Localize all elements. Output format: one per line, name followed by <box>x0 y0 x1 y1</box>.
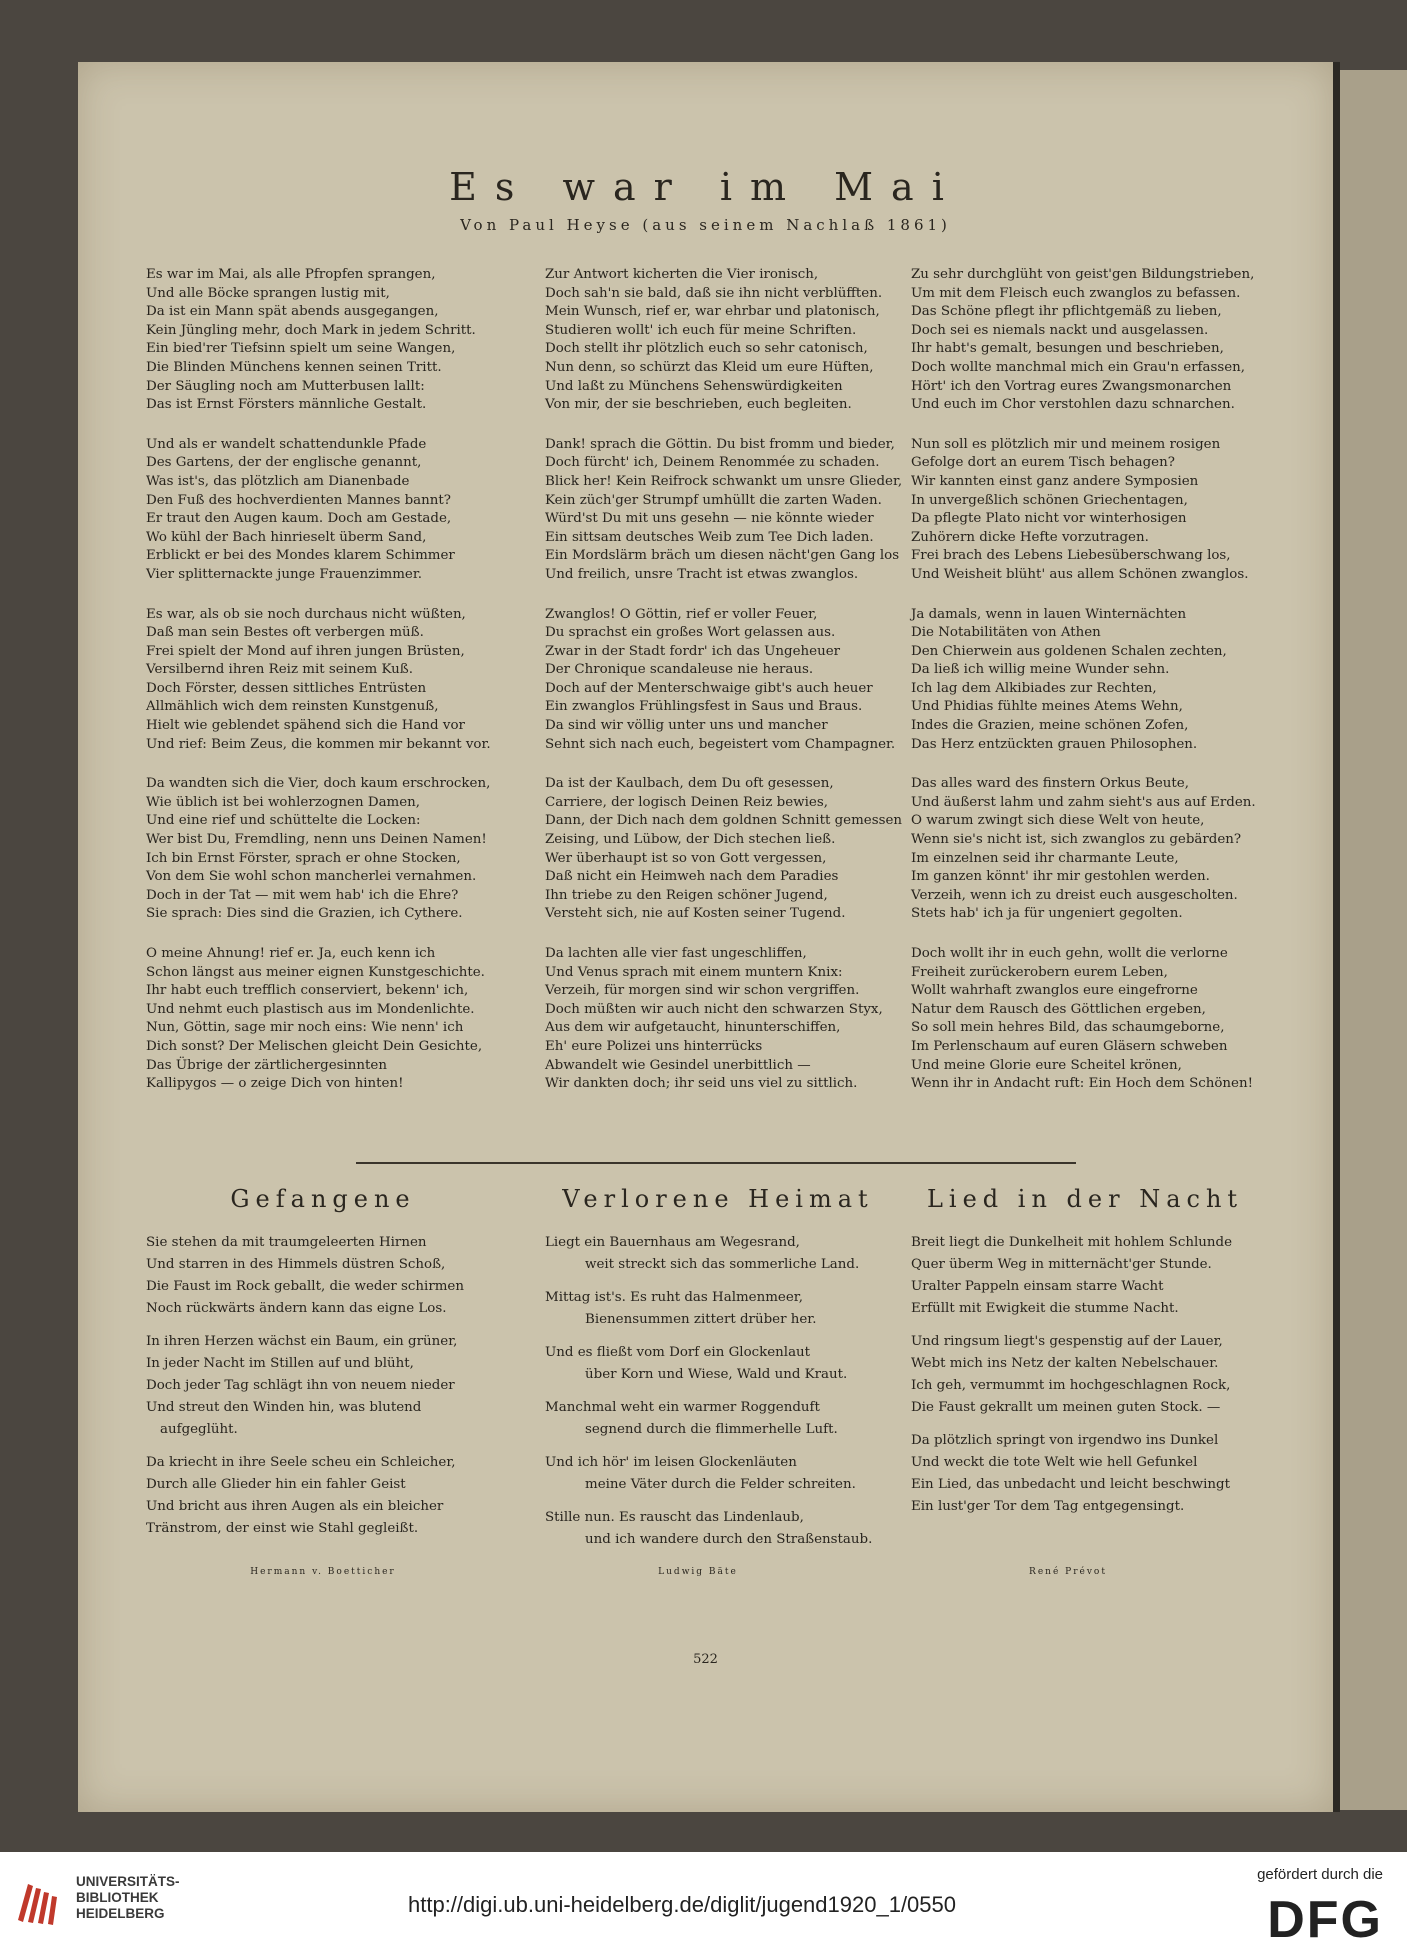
stanza <box>146 606 496 755</box>
verse-line: Eh' eure Polizei uns hinterrücks <box>545 1038 763 1054</box>
verse-line: Und es fließt vom Dorf ein Glockenlaut <box>545 1345 811 1360</box>
verse-line: Doch müßten wir auch nicht den schwarzen Styx, <box>545 1001 883 1017</box>
verse-line: Da pflegte Plato nicht vor winterhosigen <box>911 511 1187 527</box>
verse-line: Mein Wunsch, rief er, war ehrbar und platonisch, <box>545 304 880 320</box>
verse-line: Doch Förster, dessen sittliches Entrüsten <box>146 680 427 696</box>
verse-line: So soll mein hehres Bild, das schaumgeborne, <box>911 1020 1225 1036</box>
verse-line: Ein bied'rer Tiefsinn spielt um seine Wangen, <box>146 341 456 357</box>
verse-line: Webt mich ins Netz der kalten Nebelschauer. <box>911 1356 1219 1371</box>
stanza <box>545 606 895 755</box>
verse-line: Wenn sie's nicht ist, sich zwanglos zu gebärden? <box>911 832 1242 848</box>
verse-line: Erfüllt mit Ewigkeit die stumme Nacht. <box>911 1301 1179 1316</box>
verse-line: Würd'st Du mit uns gesehn — nie könnte wieder <box>545 511 874 527</box>
verse-line: Ein lust'ger Tor dem Tag entgegensingt. <box>911 1499 1185 1514</box>
stanza <box>146 436 496 585</box>
verse-line: Er traut den Augen kaum. Doch am Gestade, <box>146 511 452 527</box>
verse-line: Es war im Mai, als alle Pfropfen sprangen, <box>146 267 436 282</box>
verse-line: Dank! sprach die Göttin. Du bist fromm und bieder, <box>545 436 895 452</box>
stanza <box>911 945 1261 1094</box>
verse-line: Sie stehen da mit traumgeleerten Hirnen <box>146 1235 427 1250</box>
verse-line: Tränstrom, der einst wie Stahl gegleißt. <box>146 1521 419 1536</box>
verse-line: Und Weisheit blüht' aus allem Schönen zwanglos. <box>911 566 1249 582</box>
verse-line: Den Fuß des hochverdienten Mannes bannt? <box>146 492 451 508</box>
verse-line: Nun soll es plötzlich mir und meinem rosigen <box>911 436 1221 452</box>
verse-line: In jeder Nacht im Stillen auf und blüht, <box>146 1356 414 1371</box>
verse-line: Die Faust gekrallt um meinen guten Stock. — <box>911 1400 1221 1415</box>
verse-line: Stets hab' ich ja für ungeniert gegolten. <box>911 906 1183 922</box>
verse-line: Von dem Sie wohl schon mancherlei vernahmen. <box>146 869 477 885</box>
university-library-logo-icon <box>14 1876 66 1928</box>
verse-line: Allmählich wich dem reinsten Kunstgenuß, <box>146 699 439 715</box>
verse-line: Und Venus sprach mit einem muntern Knix: <box>545 964 843 980</box>
verse-line: Frei spielt der Mond auf ihren jungen Brüsten, <box>146 643 465 659</box>
verse-line: Kallipygos — o zeige Dich von hinten! <box>146 1076 404 1092</box>
poem-title-gefangene: Gefangene <box>230 1185 416 1213</box>
verse-line: Quer überm Weg in mitternächt'ger Stunde. <box>911 1257 1212 1272</box>
verse-line: Das Herz entzückten grauen Philosophen. <box>911 736 1198 752</box>
stanza <box>911 1331 1261 1419</box>
verse-line: Wenn ihr in Andacht ruft: Ein Hoch dem Schönen! <box>911 1076 1253 1092</box>
verse-line: Ihr habt euch trefflich conserviert, bekenn' ich, <box>146 983 469 999</box>
verse-line: Wer überhaupt ist so von Gott vergessen, <box>545 850 827 866</box>
verse-line: Da ist ein Mann spät abends ausgegangen, <box>146 304 439 320</box>
verse-line: Gefolge dort an eurem Tisch behagen? <box>911 455 1175 471</box>
verse-line: Ja damals, wenn in lauen Winternächten <box>911 606 1187 622</box>
verse-line: Mittag ist's. Es ruht das Halmenmeer, <box>545 1290 803 1305</box>
stanza <box>911 1232 1261 1320</box>
verse-line: Ein zwanglos Frühlingsfest in Saus und Braus. <box>545 699 863 715</box>
verse-line: Der Säugling noch am Mutterbusen lallt: <box>146 378 425 394</box>
verse-line: Zuhörern dicke Hefte vorzutragen. <box>911 529 1149 545</box>
magazine-page <box>78 62 1333 1812</box>
verse-line: Ich geh, vermummt im hochgeschlagnen Rock, <box>911 1378 1231 1393</box>
verse-line: Und starren in des Himmels düstren Schoß, <box>146 1257 446 1272</box>
verse-line: Und als er wandelt schattendunkle Pfade <box>146 436 427 452</box>
verse-line: Freiheit zurückerobern eurem Leben, <box>911 964 1168 980</box>
verse-line: In ihren Herzen wächst ein Baum, ein grüner, <box>146 1334 458 1349</box>
verse-line: Frei brach des Lebens Liebesüberschwang los, <box>911 548 1231 564</box>
verse-line: Die Blinden Münchens kennen seinen Tritt. <box>146 359 442 375</box>
verse-line: Indes die Grazien, meine schönen Zofen, <box>911 718 1189 734</box>
author-baete: Ludwig Bäte <box>658 1567 738 1577</box>
book-spine <box>1333 62 1340 1812</box>
verse-line: Um mit dem Fleisch euch zwanglos zu befassen. <box>911 285 1241 301</box>
verse-line: Und Phidias fühlte meines Atems Wehn, <box>911 699 1183 715</box>
poem-gefangene <box>146 1232 496 1551</box>
verse-line: Doch jeder Tag schlägt ihn von neuem nieder <box>146 1378 455 1393</box>
stanza <box>911 1430 1261 1518</box>
verse-line: Das ist Ernst Försters männliche Gestalt. <box>146 397 427 413</box>
verse-line: Und euch im Chor verstohlen dazu schnarchen. <box>911 397 1235 413</box>
verse-line: Und freilich, unsre Tracht ist etwas zwanglos. <box>545 566 859 582</box>
verse-line: Wie üblich ist bei wohlerzognen Damen, <box>146 794 421 810</box>
verse-line: Schon längst aus meiner eignen Kunstgeschichte. <box>146 964 485 980</box>
verse-line: über Korn und Wiese, Wald und Kraut. <box>585 1367 848 1382</box>
verse-line: segnend durch die flimmerhelle Luft. <box>585 1422 838 1437</box>
verse-line: Von mir, der sie beschrieben, euch begleiten. <box>545 397 852 413</box>
stanza <box>146 1331 496 1441</box>
stanza <box>545 1397 895 1441</box>
poem-lied-in-der-nacht <box>911 1232 1261 1529</box>
library-name-line-1: UNIVERSITÄTS- <box>76 1874 180 1889</box>
verse-line: Vier splitternackte junge Frauenzimmer. <box>146 566 423 582</box>
verse-line: Zwanglos! O Göttin, rief er voller Feuer, <box>545 606 818 622</box>
verse-line: Hielt wie geblendet spähend sich die Hand vor <box>146 718 465 734</box>
author-prevot: René Prévot <box>1029 1567 1107 1577</box>
verse-line: Blick her! Kein Reifrock schwankt um unsre Glieder, <box>545 473 903 489</box>
verse-line: Und laßt zu Münchens Sehenswürdigkeiten <box>545 378 843 394</box>
verse-line: Daß nicht ein Heimweh nach dem Paradies <box>545 869 839 885</box>
verse-line: Uralter Pappeln einsam starre Wacht <box>911 1279 1164 1294</box>
verse-line: Daß man sein Bestes oft verbergen müß. <box>146 625 424 641</box>
verse-line: Dann, der Dich nach dem goldnen Schnitt gemessen <box>545 813 903 829</box>
stanza <box>911 775 1261 924</box>
stanza <box>911 436 1261 585</box>
verse-line: Carriere, der logisch Deinen Reiz bewies, <box>545 794 828 810</box>
verse-line: Der Chronique scandaleuse nie heraus. <box>545 662 814 678</box>
verse-line: weit streckt sich das sommerliche Land. <box>585 1257 860 1272</box>
verse-line: Die Notabilitäten von Athen <box>911 625 1101 641</box>
stanza <box>545 775 903 924</box>
verse-line: Ich lag dem Alkibiades zur Rechten, <box>911 680 1157 696</box>
verse-line: Im einzelnen seid ihr charmante Leute, <box>911 850 1179 866</box>
verse-line: Ein Lied, das unbedacht und leicht beschwingt <box>911 1477 1231 1492</box>
verse-line: Und nehmt euch plastisch aus im Mondenlichte. <box>146 1001 475 1017</box>
main-poem-title: Es war im Mai <box>449 165 962 209</box>
verse-line: Doch stellt ihr plötzlich euch so sehr catonisch, <box>545 341 868 357</box>
verse-line: Und ringsum liegt's gespenstig auf der Lauer, <box>911 1334 1223 1349</box>
verse-line: Die Faust im Rock geballt, die weder schirmen <box>146 1279 464 1294</box>
verse-line: Ein sittsam deutsches Weib zum Tee Dich laden. <box>545 529 874 545</box>
stanza <box>911 606 1261 755</box>
verse-line: Durch alle Glieder hin ein fahler Geist <box>146 1477 406 1492</box>
verse-line: Doch wollte manchmal mich ein Grau'n erfassen, <box>911 359 1246 375</box>
verse-line: Sehnt sich nach euch, begeistert vom Champagner. <box>545 736 896 752</box>
verse-line: Hört' ich den Vortrag eures Zwangsmonarchen <box>911 378 1232 394</box>
verse-line: Und weckt die tote Welt wie hell Gefunkel <box>911 1455 1198 1470</box>
verse-line: Da ließ ich willig meine Wunder sehn. <box>911 662 1170 678</box>
dfg-logo: DFG <box>1267 1891 1383 1949</box>
facing-page-edge <box>1340 70 1407 1810</box>
verse-line: Zeising, und Lübow, der Dich stechen ließ. <box>545 832 836 848</box>
verse-line: O warum zwingt sich diese Welt von heute, <box>911 813 1205 829</box>
verse-line: Natur dem Rausch des Göttlichen ergeben, <box>911 1001 1206 1017</box>
verse-line: Und meine Glorie eure Scheitel krönen, <box>911 1057 1182 1073</box>
verse-line: Es war, als ob sie noch durchaus nicht wüßten, <box>146 606 466 622</box>
main-poem-column-3 <box>911 266 1261 1115</box>
verse-line: Versilbernd ihren Reiz mit seinem Kuß. <box>146 662 414 678</box>
verse-line: Da plötzlich springt von irgendwo ins Dunkel <box>911 1433 1219 1448</box>
verse-line: Wollt wahrhaft zwanglos eure eingefrorne <box>911 983 1198 999</box>
verse-line: Da lachten alle vier fast ungeschliffen, <box>545 946 807 961</box>
verse-line: Ein Mordslärm bräch um diesen nächt'gen Gang los <box>545 548 900 564</box>
verse-line: Nun denn, so schürzt das Kleid um eure Hüften, <box>545 359 874 375</box>
main-poem-column-2 <box>545 266 903 1115</box>
page-number: 522 <box>693 1652 718 1667</box>
verse-line: Ich bin Ernst Förster, sprach er ohne Stocken, <box>146 850 461 866</box>
verse-line: Versteht sich, nie auf Kosten seiner Tugend. <box>545 906 846 922</box>
stanza <box>545 1507 895 1551</box>
verse-line: Zur Antwort kicherten die Vier ironisch, <box>545 267 819 282</box>
verse-line: Abwandelt wie Gesindel unerbittlich — <box>545 1057 811 1073</box>
verse-line: Aus dem wir aufgetaucht, hinunterschiffen, <box>545 1020 841 1036</box>
verse-line: Studieren wollt' ich euch für meine Schriften. <box>545 322 857 338</box>
verse-line: Und alle Böcke sprangen lustig mit, <box>146 285 390 301</box>
verse-line: Manchmal weht ein warmer Roggenduft <box>545 1400 820 1415</box>
library-name <box>76 1874 180 1922</box>
verse-line: Und ich hör' im leisen Glockenläuten <box>545 1455 797 1470</box>
library-name-line-3: HEIDELBERG <box>76 1906 165 1921</box>
stanza <box>545 1342 895 1386</box>
verse-line: Das alles ward des finstern Orkus Beute, <box>911 776 1189 792</box>
verse-line: Wir kannten einst ganz andere Symposien <box>911 473 1199 489</box>
digitization-footer <box>0 1852 1407 1960</box>
verse-line: Zwar in der Stadt fordr' ich das Ungeheuer <box>545 643 841 659</box>
verse-line: Und bricht aus ihren Augen als ein bleicher <box>146 1499 444 1514</box>
verse-line: Doch sei es niemals nackt und ausgelassen. <box>911 322 1209 338</box>
verse-line: Verzeih, für morgen sind wir schon vergriffen. <box>545 983 860 999</box>
verse-line: Des Gartens, der der englische genannt, <box>146 455 422 471</box>
verse-line: Und eine rief und schüttelte die Locken: <box>146 813 421 829</box>
main-poem-subtitle: Von Paul Heyse (aus seinem Nachlaß 1861) <box>460 216 951 234</box>
verse-line: Was ist's, das plötzlich am Dianenbade <box>146 473 410 489</box>
verse-line: Verzeih, wenn ich zu dreist euch ausgescholten. <box>911 887 1238 903</box>
verse-line: Ihr habt's gemalt, besungen und beschrieben, <box>911 341 1224 357</box>
section-divider <box>356 1162 1076 1164</box>
stanza <box>545 945 895 1094</box>
verse-line: Und äußerst lahm und zahm sieht's aus auf Erden. <box>911 794 1256 810</box>
verse-line: Doch in der Tat — mit wem hab' ich die Ehre? <box>146 887 459 903</box>
sponsor-label: gefördert durch die <box>1257 1866 1383 1883</box>
verse-line: Kein züch'ger Strumpf umhüllt die zarten Waden. <box>545 492 882 508</box>
poem-title-lied-in-der-nacht: Lied in der Nacht <box>926 1185 1244 1213</box>
verse-line: Nun, Göttin, sage mir noch eins: Wie nenn' ich <box>146 1020 464 1036</box>
verse-line: und ich wandere durch den Straßenstaub. <box>585 1532 873 1547</box>
stanza <box>545 436 903 585</box>
library-name-line-2: BIBLIOTHEK <box>76 1890 159 1905</box>
verse-line: Wer bist Du, Fremdling, nenn uns Deinen Namen! <box>146 832 487 848</box>
verse-line: Doch sah'n sie bald, daß sie ihn nicht verblüfften. <box>545 285 883 301</box>
verse-line: Da wandten sich die Vier, doch kaum erschrocken, <box>146 776 491 792</box>
stanza <box>545 1232 895 1276</box>
stanza <box>911 266 1261 415</box>
verse-line: Wo kühl der Bach hinrieselt überm Sand, <box>146 529 427 545</box>
stanza <box>545 1452 895 1496</box>
verse-line: Das Schöne pflegt ihr pflichtgemäß zu lieben, <box>911 304 1222 320</box>
verse-line: Erblickt er bei des Mondes klarem Schimmer <box>146 548 455 564</box>
verse-line: aufgeglüht. <box>160 1422 238 1437</box>
verse-line: Im ganzen könnt' ihr mir gestohlen werden. <box>911 869 1210 885</box>
stanza <box>545 1287 895 1331</box>
verse-line: O meine Ahnung! rief er. Ja, euch kenn ich <box>146 946 436 961</box>
verse-line: Doch wollt ihr in euch gehn, wollt die verlorne <box>911 946 1228 961</box>
verse-line: Und streut den Winden hin, was blutend <box>146 1400 422 1415</box>
stanza <box>545 266 895 415</box>
poem-title-verlorene-heimat: Verlorene Heimat <box>562 1185 874 1213</box>
permalink-url[interactable]: http://digi.ub.uni-heidelberg.de/diglit/jugend1920_1/0550 <box>408 1892 956 1917</box>
main-poem-column-1 <box>146 266 496 1115</box>
verse-line: Zu sehr durchglüht von geist'gen Bildungstrieben, <box>911 267 1255 282</box>
stanza <box>146 266 496 415</box>
verse-line: Doch auf der Menterschwaige gibt's auch heuer <box>545 680 873 696</box>
verse-line: Breit liegt die Dunkelheit mit hohlem Schlunde <box>911 1235 1233 1250</box>
verse-line: meine Väter durch die Felder schreiten. <box>585 1477 856 1492</box>
verse-line: Das Übrige der zärtlichergesinnten <box>146 1057 387 1073</box>
verse-line: Dich sonst? Der Melischen gleicht Dein Gesichte, <box>146 1038 483 1054</box>
verse-line: Da sind wir völlig unter uns und mancher <box>545 718 828 734</box>
verse-line: Da kriecht in ihre Seele scheu ein Schleicher, <box>146 1455 456 1470</box>
verse-line: Den Chierwein aus goldenen Schalen zechten, <box>911 643 1227 659</box>
verse-line: In unvergeßlich schönen Griechentagen, <box>911 492 1188 508</box>
verse-line: Kein Jüngling mehr, doch Mark in jedem Schritt. <box>146 322 476 338</box>
verse-line: Da ist der Kaulbach, dem Du oft gesessen, <box>545 776 834 792</box>
verse-line: Wir dankten doch; ihr seid uns viel zu sittlich. <box>545 1076 858 1092</box>
verse-line: Ihn triebe zu den Reigen schöner Jugend, <box>545 887 828 903</box>
verse-line: Noch rückwärts ändern kann das eigne Los. <box>146 1301 447 1316</box>
stanza <box>146 945 496 1094</box>
verse-line: Liegt ein Bauernhaus am Wegesrand, <box>545 1235 800 1250</box>
verse-line: Sie sprach: Dies sind die Grazien, ich Cythere. <box>146 906 463 922</box>
verse-line: Stille nun. Es rauscht das Lindenlaub, <box>545 1510 804 1525</box>
verse-line: Doch fürcht' ich, Deinem Renommée zu schaden. <box>545 455 880 471</box>
verse-line: Du sprachst ein großes Wort gelassen aus. <box>545 625 836 641</box>
verse-line: Und rief: Beim Zeus, die kommen mir bekannt vor. <box>146 736 491 752</box>
stanza <box>146 775 496 924</box>
poem-verlorene-heimat <box>545 1232 895 1562</box>
stanza <box>146 1452 496 1540</box>
stanza <box>146 1232 496 1320</box>
verse-line: Bienensummen zittert drüber her. <box>585 1312 817 1327</box>
author-boetticher: Hermann v. Boetticher <box>250 1567 396 1577</box>
verse-line: Im Perlenschaum auf euren Gläsern schweben <box>911 1038 1228 1054</box>
